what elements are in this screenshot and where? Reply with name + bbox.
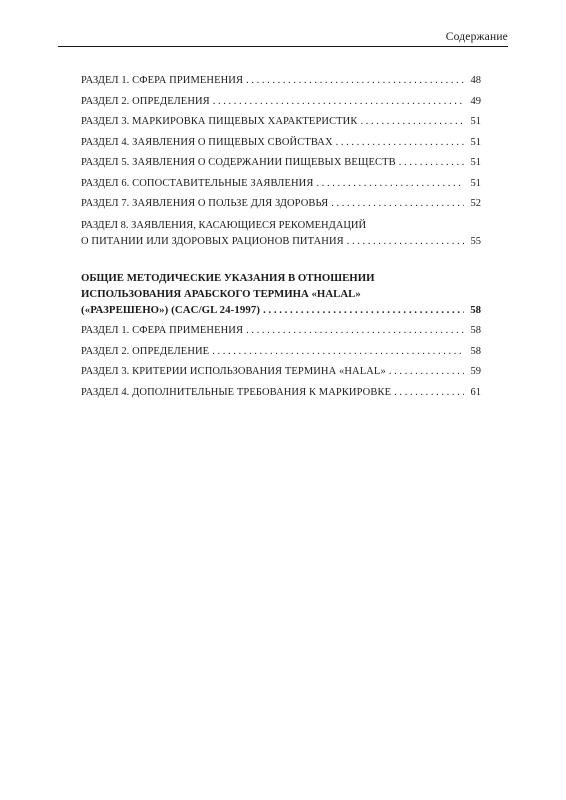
- toc-entry-label: РАЗДЕЛ 1. СФЕРА ПРИМЕНЕНИЯ: [81, 75, 244, 86]
- dot-leader: [246, 71, 464, 92]
- toc-entry-page: 61: [470, 386, 481, 398]
- toc-entry-page: 51: [470, 157, 481, 168]
- toc-entry-label: РАЗДЕЛ 2. ОПРЕДЕЛЕНИЯ: [81, 95, 210, 107]
- toc-entry-label: РАЗДЕЛ 5. ЗАЯВЛЕНИЯ О СОДЕРЖАНИИ ПИЩЕВЫХ ВЕЩЕСТВ: [81, 157, 396, 168]
- toc-entry-label: РАЗДЕЛ 4. ДОПОЛНИТЕЛЬНЫЕ ТРЕБОВАНИЯ К МАРКИРОВКЕ: [81, 386, 392, 398]
- toc-entry-multiline[interactable]: [81, 218, 481, 250]
- dot-leader: [263, 302, 464, 318]
- dot-leader: [246, 321, 464, 342]
- toc-entry-page: 59: [470, 366, 481, 377]
- toc-entry-page: 58: [470, 325, 481, 336]
- running-header: [58, 28, 508, 47]
- toc-entry[interactable]: [81, 383, 481, 404]
- table-of-contents-part-2: [81, 270, 481, 403]
- toc-entry-label: РАЗДЕЛ 4. ЗАЯВЛЕНИЯ О ПИЩЕВЫХ СВОЙСТВАХ: [81, 136, 333, 148]
- toc-entry-label-line1: РАЗДЕЛ 8. ЗАЯВЛЕНИЯ, КАСАЮЩИЕСЯ РЕКОМЕНДАЦИЙ: [81, 219, 367, 231]
- toc-entry-page: 51: [470, 177, 481, 189]
- section-heading-line3: («РАЗРЕШЕНО») (CAC/GL 24-1997): [81, 304, 261, 316]
- dot-leader: [360, 112, 464, 133]
- dot-leader: [399, 153, 464, 174]
- dot-leader: [212, 342, 464, 363]
- toc-entry-label: РАЗДЕЛ 6. СОПОСТАВИТЕЛЬНЫЕ ЗАЯВЛЕНИЯ: [81, 177, 314, 189]
- section-heading-line2: ИСПОЛЬЗОВАНИЯ АРАБСКОГО ТЕРМИНА «HALAL»: [81, 288, 361, 300]
- toc-entry-label: РАЗДЕЛ 3. МАРКИРОВКА ПИЩЕВЫХ ХАРАКТЕРИСТИК: [81, 116, 358, 127]
- dot-leader: [336, 133, 464, 154]
- dot-leader: [213, 92, 464, 113]
- dot-leader: [331, 194, 464, 215]
- toc-entry[interactable]: [81, 194, 481, 215]
- toc-entry[interactable]: [81, 92, 481, 113]
- toc-entry-label: РАЗДЕЛ 3. КРИТЕРИИ ИСПОЛЬЗОВАНИЯ ТЕРМИНА «HALAL»: [81, 366, 386, 377]
- toc-entry-label: РАЗДЕЛ 2. ОПРЕДЕЛЕНИЕ: [81, 345, 210, 357]
- dot-leader: [347, 234, 464, 250]
- toc-entry[interactable]: [81, 112, 481, 133]
- toc-entry[interactable]: [81, 133, 481, 154]
- section-heading-line1: ОБЩИЕ МЕТОДИЧЕСКИЕ УКАЗАНИЯ В ОТНОШЕНИИ: [81, 272, 375, 284]
- toc-entry-page: 51: [470, 136, 481, 148]
- section-heading[interactable]: [81, 270, 481, 318]
- toc-entry-page: 52: [470, 198, 481, 209]
- toc-entry-page: 55: [470, 235, 481, 247]
- toc-entry[interactable]: [81, 71, 481, 92]
- toc-entry[interactable]: [81, 362, 481, 383]
- toc-entry-page: 51: [470, 116, 481, 127]
- dot-leader: [394, 383, 464, 404]
- toc-entry[interactable]: [81, 321, 481, 342]
- toc-entry-label: РАЗДЕЛ 7. ЗАЯВЛЕНИЯ О ПОЛЬЗЕ ДЛЯ ЗДОРОВЬЯ: [81, 198, 329, 209]
- toc-entry[interactable]: [81, 342, 481, 363]
- section-heading-page: 58: [470, 304, 481, 316]
- toc-entry[interactable]: [81, 174, 481, 195]
- dot-leader: [316, 174, 464, 195]
- toc-entry-label: РАЗДЕЛ 1. СФЕРА ПРИМЕНЕНИЯ: [81, 325, 244, 336]
- running-header-title: Содержание: [445, 31, 508, 43]
- toc-entry-label-line2: О ПИТАНИИ ИЛИ ЗДОРОВЫХ РАЦИОНОВ ПИТАНИЯ: [81, 235, 344, 247]
- dot-leader: [389, 362, 464, 383]
- toc-entry-page: 48: [470, 75, 481, 86]
- table-of-contents-part-1: [81, 71, 481, 250]
- toc-entry[interactable]: [81, 153, 481, 174]
- toc-entry-page: 49: [470, 95, 481, 107]
- toc-entry-page: 58: [470, 345, 481, 357]
